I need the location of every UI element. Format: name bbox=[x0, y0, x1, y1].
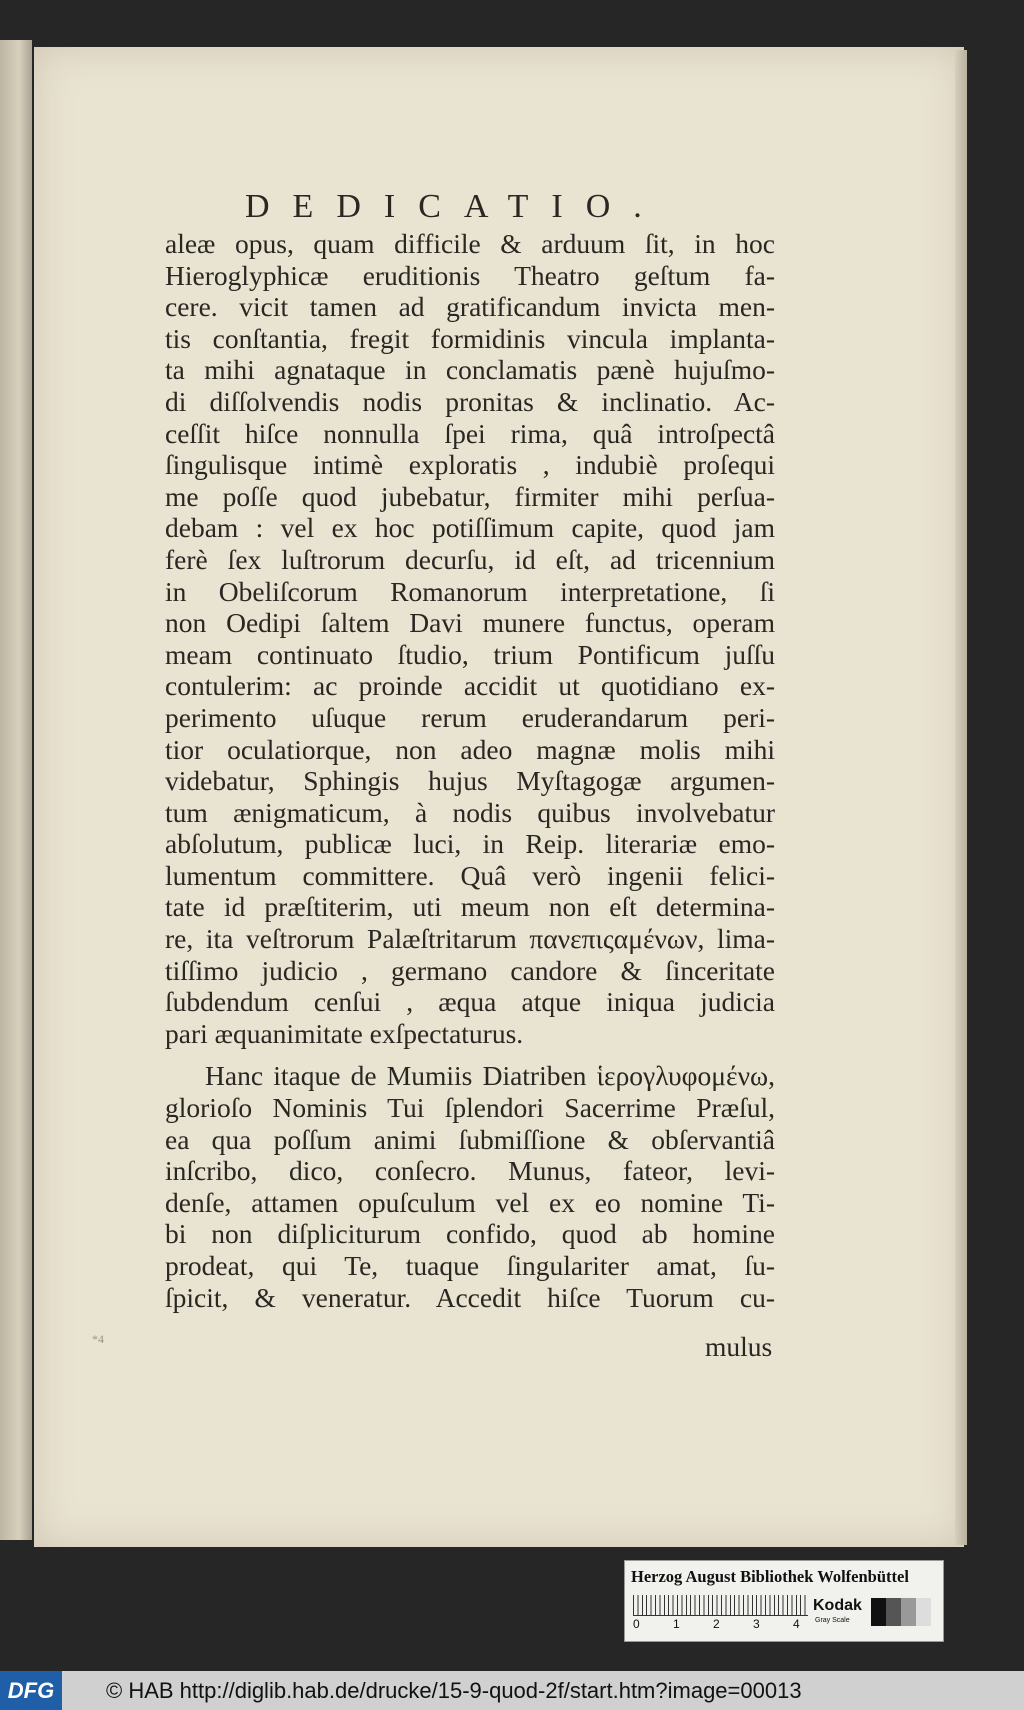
text-line: contulerim: ac proinde accidit ut quotidiano ex- bbox=[165, 670, 775, 702]
text-line: tum ænigmaticum, à nodis quibus involvebatur bbox=[165, 796, 775, 828]
text-line: lumentum committere. Quâ verò ingenii felici- bbox=[165, 859, 775, 891]
text-line: tior oculatiorque, non adeo magnæ molis mihi bbox=[165, 733, 775, 765]
text-line: inſcribo, dico, conſecro. Munus, fateor, levi- bbox=[165, 1155, 775, 1187]
ruler-number: 3 bbox=[753, 1617, 760, 1631]
text-line: ceſſit hiſce nonnulla ſpei rima, quâ introſpectâ bbox=[165, 417, 775, 449]
text-line: non Oedipi ſaltem Davi munere functus, operam bbox=[165, 607, 775, 639]
text-line: glorioſo Nominis Tui ſplendori Sacerrime Præſul, bbox=[165, 1092, 775, 1124]
text-line: in Obeliſcorum Romanorum interpretatione, ſi bbox=[165, 575, 775, 607]
text-line: ſingulisque intimè exploratis , indubiè proſequi bbox=[165, 449, 775, 481]
signature-mark: *4 bbox=[92, 1332, 104, 1346]
text-line: Hieroglyphicæ eruditionis Theatro geſtum fa- bbox=[165, 259, 775, 291]
text-line: re, ita veſtrorum Palæſtritarum πανεπιςαμένων, lima- bbox=[165, 923, 775, 955]
text-line: meam continuato ſtudio, trium Pontificum juſſu bbox=[165, 638, 775, 670]
ruler-number: 2 bbox=[713, 1617, 720, 1631]
footer-bar bbox=[0, 1671, 1024, 1710]
text-line: ea qua poſſum animi ſubmiſſione & obſervantiâ bbox=[165, 1123, 775, 1155]
adjacent-page-edge bbox=[0, 40, 32, 1540]
text-line: tate id præſtiterim, uti meum non eſt determina- bbox=[165, 891, 775, 923]
text-line: ſubdendum cenſui , æqua atque iniqua judicia bbox=[165, 986, 775, 1018]
text-line: prodeat, qui Te, tuaque ſingulariter amat, ſu- bbox=[165, 1250, 775, 1281]
text-line: tiſſimo judicio , germano candore & ſinceritate bbox=[165, 954, 775, 986]
dfg-logo: DFG bbox=[0, 1671, 62, 1710]
text-line: pari æquanimitate exſpectaturus. bbox=[165, 1017, 524, 1049]
page-edge bbox=[955, 50, 967, 1545]
ruler-number: 1 bbox=[673, 1617, 680, 1631]
text-line: cere. vicit tamen ad gratificandum invicta men- bbox=[165, 291, 775, 323]
text-line: tis conſtantia, fregit formidinis vincula implanta- bbox=[165, 322, 775, 354]
text-line: aleæ opus, quam difficile & arduum ſit, in hoc bbox=[165, 228, 775, 259]
kodak-logo: Kodak bbox=[813, 1597, 862, 1614]
page-header: DEDICATIO. bbox=[245, 188, 665, 225]
text-line: abſolutum, publicæ luci, in Reip. literariæ emo- bbox=[165, 828, 775, 860]
text-line: me poſſe quod jubebatur, firmiter mihi perſua- bbox=[165, 480, 775, 512]
gray-scale-label: Gray Scale bbox=[815, 1617, 850, 1624]
text-line: denſe, attamen opuſculum vel ex eo nomine Ti- bbox=[165, 1186, 775, 1218]
catchword: mulus bbox=[705, 1331, 773, 1362]
body-text bbox=[165, 228, 775, 1313]
ruler-number: 0 bbox=[633, 1617, 640, 1631]
gray-swatches bbox=[871, 1598, 931, 1626]
text-line: ferè ſex luſtrorum decurſu, id eſt, ad tricennium bbox=[165, 543, 775, 575]
text-line: Hanc itaque de Mumiis Diatriben ἱερογλυφομένω, bbox=[205, 1060, 775, 1092]
footer-url[interactable]: © HAB http://diglib.hab.de/drucke/15-9-quod-2f/start.htm?image=00013 bbox=[106, 1678, 802, 1703]
text-line: perimento uſuque rerum eruderandarum peri- bbox=[165, 701, 775, 733]
paragraph-1 bbox=[165, 228, 775, 1049]
ruler-number: 4 bbox=[793, 1617, 800, 1631]
library-name: Herzog August Bibliothek Wolfenbüttel bbox=[631, 1567, 909, 1586]
text-line: ta mihi agnataque in conclamatis pænè hujuſmo- bbox=[165, 354, 775, 386]
paragraph-2 bbox=[165, 1060, 775, 1313]
text-line: bi non diſpliciturum confido, quod ab homine bbox=[165, 1218, 775, 1250]
ruler bbox=[633, 1595, 808, 1616]
color-scale-card bbox=[624, 1560, 944, 1642]
text-line: debam : vel ex hoc potiſſimum capite, quod jam bbox=[165, 512, 775, 544]
text-line: videbatur, Sphingis hujus Myſtagogæ argumen- bbox=[165, 765, 775, 797]
text-line: di diſſolvendis nodis pronitas & inclinatio. Ac- bbox=[165, 385, 775, 417]
text-line: ſpicit, & veneratur. Accedit hiſce Tuorum cu- bbox=[165, 1281, 775, 1313]
